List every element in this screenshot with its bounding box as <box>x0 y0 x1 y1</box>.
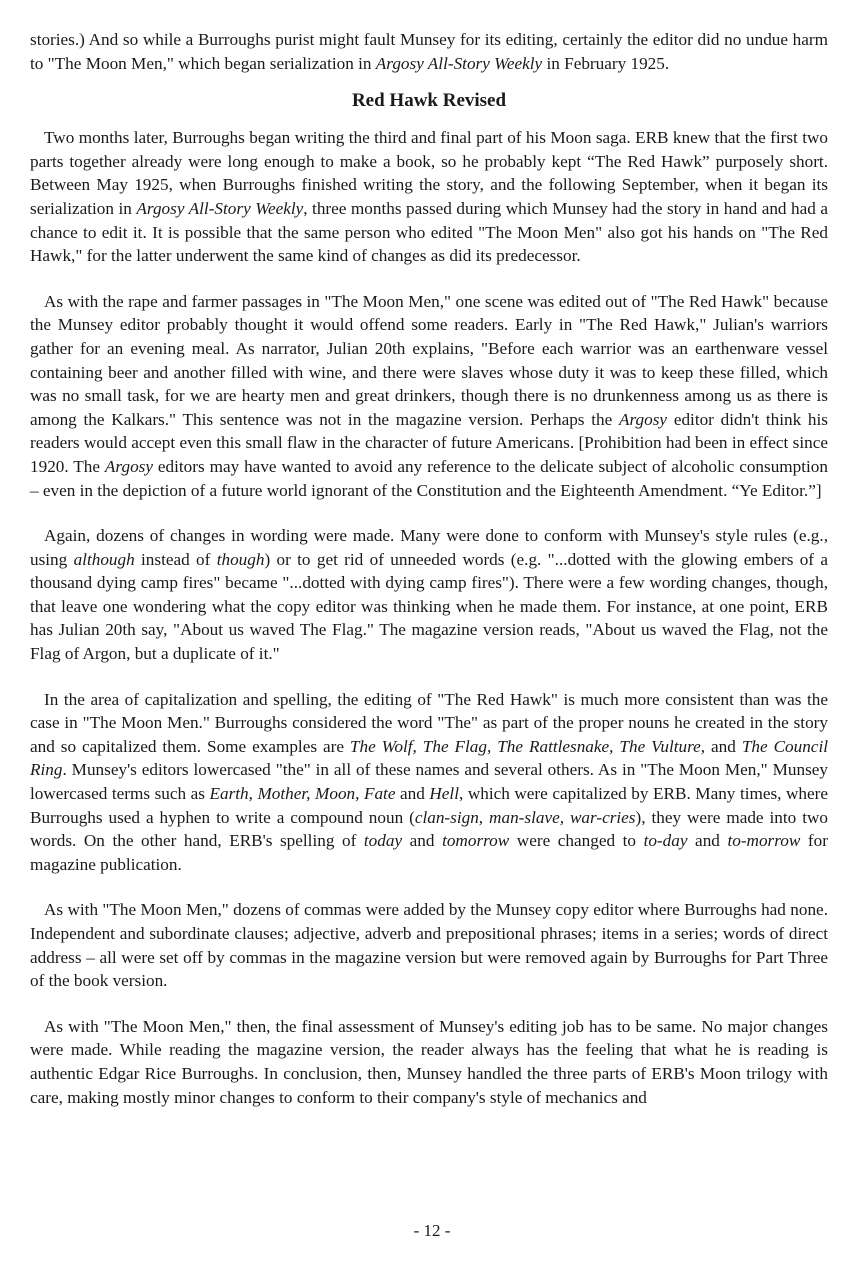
text-run: instead of <box>134 549 217 569</box>
text-run: in February 1925. <box>542 53 670 73</box>
italic-text: though <box>216 549 265 569</box>
text-run: were changed to <box>509 831 644 851</box>
text-run: As with "The Moon Men," then, the final assessment of Munsey's editing job has to be same. No major changes were made. While reading the magazine version, the reader always has the feeling that what he is reading is authentic Edgar Rice Burroughs. In conclusion, then, Munsey handled the three parts of ERB's Moon trilogy with care, making mostly minor changes to conform to their company's style of mechanics and <box>30 1016 828 1107</box>
paragraph <box>30 126 828 268</box>
text-run: In the area of capitalization and spelling, the editing of "The Red Hawk" is much more consistent than was the case in "The Moon Men." Burroughs considered the word "The" as part of the proper nouns he created in the story and so capitalized them. Some examples are <box>30 689 828 756</box>
italic-text: Argosy <box>619 409 668 429</box>
text-run: . Munsey's editors lowercased "the" in all of these names and several others. As in "The Moon Men," Munsey lowercased terms such as <box>30 760 828 804</box>
italic-text: The Council Ring <box>30 736 828 780</box>
section-heading: Red Hawk Revised <box>351 90 507 112</box>
text-run: and <box>402 831 443 851</box>
italic-text: Argosy All-Story Weekly <box>375 53 543 73</box>
text-run: As with "The Moon Men," dozens of commas were added by the Munsey copy editor where Burroughs had none. Independent and subordinate clauses; adjective, adverb and prepositional phrases; items in a series; words of direct address – all were set off by commas in the magazine version but were removed again by Burroughs for Part Three of the book version. <box>30 900 828 991</box>
italic-text: The Wolf, The Flag, The Rattlesnake, The Vulture <box>349 736 701 756</box>
italic-text: Hell <box>429 784 459 804</box>
text-run: ), they were made into two words. On the other hand, ERB's spelling of <box>30 807 828 851</box>
italic-text: Argosy All-Story Weekly <box>136 198 304 218</box>
text-run: , and <box>700 736 742 756</box>
text-run: stories.) And so while a Burroughs purist might fault Munsey for its editing, certainly the editor did no undue harm to "The Moon Men," which began serialization in <box>30 30 828 73</box>
text-run: , which were capitalized by ERB. Many times, where Burroughs used a hyphen to write a compound noun ( <box>30 784 829 827</box>
page-number: - 12 - <box>413 1221 451 1240</box>
paragraph <box>30 290 828 502</box>
text-run: and <box>395 784 430 804</box>
text-run: Two months later, Burroughs began writing the third and final part of his Moon saga. ERB knew that the first two parts together already were long enough to make a book, so he probably kept “The Red Hawk” purposely short. Between May 1925, when Burroughs finished writing the story, and the following September, when it began its serialization in <box>30 128 828 218</box>
text-run: editor didn't think his readers would accept even this small flaw in the character of future Americans. [Prohibition had been in effect since 1920. The <box>30 409 828 476</box>
paragraph <box>30 898 828 992</box>
text-run: As with the rape and farmer passages in "The Moon Men," one scene was edited out of "The Red Hawk" because the Munsey editor probably thought it would offend some readers. Early in "The Red Hawk," Julian's warriors gather for an evening meal. As narrator, Julian 20th explains, "Before each warrior was an earthenware vessel containing beer and another filled with wine, and there were slaves whose duty it was to keep these filled, which was no small task, for we are hearty men and great drinkers, though there is no drunkenness among us as there is among the Kalkars." This sentence was not in the magazine version. Perhaps the <box>30 291 828 429</box>
italic-text: tomorrow <box>442 831 510 851</box>
italic-text: clan-sign, man-slave, war-cries <box>414 807 636 827</box>
text-run: Again, dozens of changes in wording were made. Many were done to conform with Munsey's style rules (e.g., using <box>30 526 828 569</box>
italic-text: to-day <box>643 831 688 851</box>
paragraph-continuation <box>30 28 828 75</box>
paragraph <box>30 524 828 666</box>
paragraph <box>30 1015 828 1109</box>
italic-text: Argosy <box>104 456 153 476</box>
italic-text: Earth, Mother, Moon, Fate <box>209 784 396 804</box>
text-run: editors may have wanted to avoid any reference to the delicate subject of alcoholic consumption – even in the depiction of a future world ignorant of the Constitution and the Eighteenth Amendment. “Ye Editor.”] <box>30 456 828 500</box>
italic-text: to-morrow <box>727 831 801 851</box>
paragraph <box>30 688 828 877</box>
italic-text: today <box>363 831 403 851</box>
text-run: , three months passed during which Munsey had the story in hand and had a chance to edit it. It is possible that the same person who edited "The Moon Men" also got his hands on "The Red Hawk," for the latter underwent the same kind of changes as did its predecessor. <box>30 198 828 266</box>
text-run: and <box>687 831 728 851</box>
italic-text: although <box>73 549 135 569</box>
text-run: for magazine publication. <box>30 831 828 874</box>
text-run: ) or to get rid of unneeded words (e.g. "...dotted with the glowing embers of a thousand dying camp fires" became "...dotted with dying camp fires"). There were a few wording changes, though, that leave one wondering what the copy editor was thinking when he made them. For instance, at one point, ERB has Julian 20th say, "About us waved The Flag." The magazine version reads, "About us waved the Flag, not the Flag of Argon, but a duplicate of it." <box>30 549 828 664</box>
